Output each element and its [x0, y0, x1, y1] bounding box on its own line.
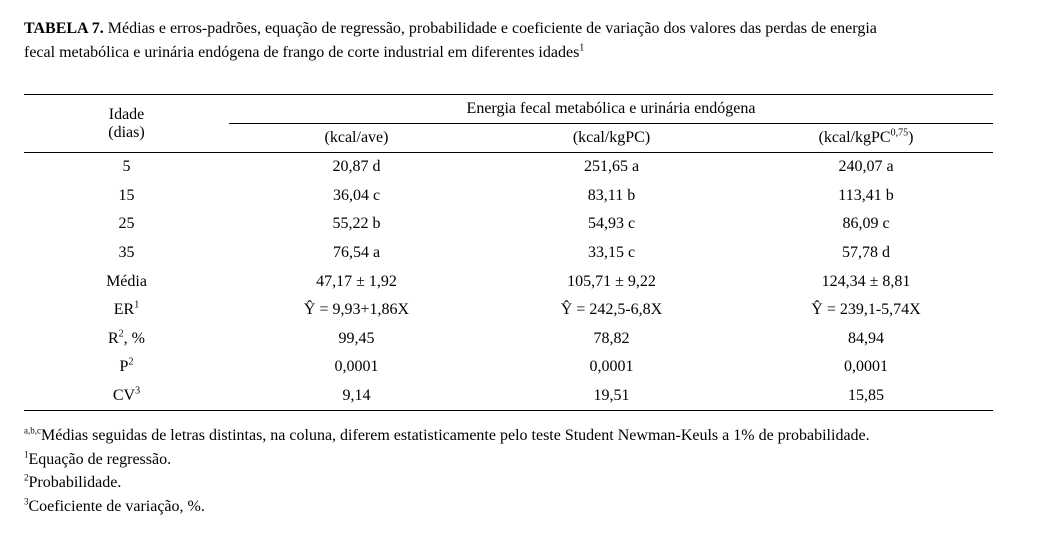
- footnote: [24, 424, 1014, 448]
- cell-kcal-ave: 20,87 d: [332, 158, 381, 176]
- col-header-kcal-kgpc: (kcal/kgPC): [484, 124, 739, 153]
- col-header-kcal-ave: (kcal/ave): [229, 124, 484, 153]
- cell-kcal-kgpc: 251,65 a: [583, 158, 640, 176]
- cell-kcal-ave: 47,17 ± 1,92: [316, 272, 397, 290]
- cell-kcal-kgpc075: 0,0001: [844, 358, 888, 376]
- row-label-text: Média: [106, 272, 147, 290]
- footnote-marker: 2: [24, 472, 29, 483]
- cell-kcal-ave: 36,04 c: [332, 186, 381, 204]
- table-row: [24, 267, 993, 296]
- cell-kcal-kgpc: 54,93 c: [587, 215, 636, 233]
- row-label-text: CV: [112, 387, 136, 405]
- row-label: [24, 296, 229, 325]
- group-header: Energia fecal metabólica e urinária endógena: [466, 100, 756, 117]
- footnote-marker: 1: [24, 449, 29, 460]
- footnote-marker: 3: [24, 496, 29, 507]
- footnote-text: Equação de regressão.: [28, 450, 172, 468]
- group-header-cell: [229, 95, 993, 124]
- cell-kcal-kgpc: 0,0001: [589, 358, 634, 376]
- caption-text-line1: Médias e erros-padrões, equação de regressão, probabilidade e coeficiente de variação dos valores das perdas de energia: [107, 20, 877, 37]
- col3-base: (kcal/kgPC: [818, 129, 891, 146]
- cell-kcal-ave: 76,54 a: [332, 244, 381, 262]
- header-row-2: [24, 124, 993, 153]
- row-label: [24, 353, 229, 382]
- footnote-text: Coeficiente de variação, %.: [28, 497, 205, 515]
- row-label-text: R: [108, 329, 119, 347]
- cell-kcal-kgpc: 78,82: [593, 329, 630, 347]
- cell-kcal-ave: 55,22 b: [332, 215, 381, 233]
- cell-kcal-kgpc075: 57,78 d: [842, 244, 890, 262]
- row-label: [24, 325, 229, 354]
- cell-kcal-kgpc: 83,11 b: [587, 186, 636, 204]
- row-label: [24, 210, 229, 239]
- table-row: [24, 296, 993, 325]
- row-label-text: 35: [118, 244, 135, 262]
- cell-kcal-kgpc075: 84,94: [848, 329, 884, 347]
- table-row: [24, 382, 993, 411]
- row-label: [24, 239, 229, 268]
- cell-kcal-kgpc075: 240,07 a: [838, 158, 894, 176]
- footnotes: [24, 424, 1014, 518]
- cell-kcal-ave: 9,14: [229, 382, 484, 411]
- cell-kcal-kgpc075: 86,09 c: [842, 215, 890, 233]
- footnote-marker: a,b,c: [24, 425, 41, 436]
- col3-sup: 0,75: [890, 127, 909, 139]
- age-header-bottom: (dias): [24, 124, 229, 153]
- cell-kcal-ave: Ŷ = 9,93+1,86X: [303, 301, 410, 319]
- row-label: [24, 382, 229, 411]
- row-label: [24, 267, 229, 296]
- caption-text-line2: fecal metabólica e urinária endógena de frango de corte industrial em diferentes idades: [24, 44, 580, 61]
- row-label-sup: 2: [118, 328, 124, 340]
- row-label-sup: 1: [134, 299, 140, 311]
- row-label-suffix: , %: [123, 329, 145, 347]
- table-row: [24, 182, 993, 211]
- row-label-text: 25: [118, 215, 135, 233]
- footnote: [24, 471, 1014, 495]
- row-label-text: P: [119, 358, 129, 376]
- footnote: [24, 448, 1014, 472]
- footnote-text: Médias seguidas de letras distintas, na coluna, diferem estatisticamente pelo teste Student Newman-Keuls a 1% de probabilidade.: [41, 427, 870, 444]
- table-row: [24, 153, 993, 182]
- table-row: [24, 239, 993, 268]
- caption-sup: 1: [579, 42, 585, 54]
- cell-kcal-kgpc: Ŷ = 242,5-6,8X: [560, 301, 663, 319]
- cell-kcal-kgpc075: 113,41 b: [838, 186, 894, 204]
- row-label-sup: 3: [135, 385, 141, 397]
- col3-end: ): [908, 129, 914, 146]
- table-row: [24, 353, 993, 382]
- caption-label: TABELA 7.: [24, 20, 104, 37]
- header-row-1: [24, 95, 993, 124]
- data-table: [24, 94, 993, 411]
- cell-kcal-kgpc075: Ŷ = 239,1-5,74X: [811, 301, 921, 319]
- cell-kcal-kgpc: 33,15 c: [587, 244, 636, 262]
- cell-kcal-kgpc: 19,51: [484, 382, 739, 411]
- age-header-top: Idade: [24, 95, 229, 124]
- footnote: [24, 495, 1014, 519]
- row-label-text: 5: [122, 158, 131, 176]
- row-label-text: 15: [118, 186, 135, 204]
- cell-kcal-kgpc075: 124,34 ± 8,81: [821, 272, 911, 290]
- cell-kcal-ave: 0,0001: [334, 358, 379, 376]
- table-row: [24, 325, 993, 354]
- col-header-kcal-kgpc075: [739, 124, 993, 153]
- table-row: [24, 210, 993, 239]
- row-label: [24, 182, 229, 211]
- row-label: [24, 153, 229, 182]
- cell-kcal-ave: 99,45: [338, 329, 375, 347]
- footnote-text: Probabilidade.: [28, 474, 122, 491]
- cell-kcal-kgpc: 105,71 ± 9,22: [567, 272, 656, 290]
- row-label-sup: 2: [128, 357, 134, 369]
- row-label-text: ER: [113, 301, 135, 319]
- cell-kcal-kgpc075: 15,85: [739, 382, 993, 411]
- table-caption: [24, 17, 1004, 65]
